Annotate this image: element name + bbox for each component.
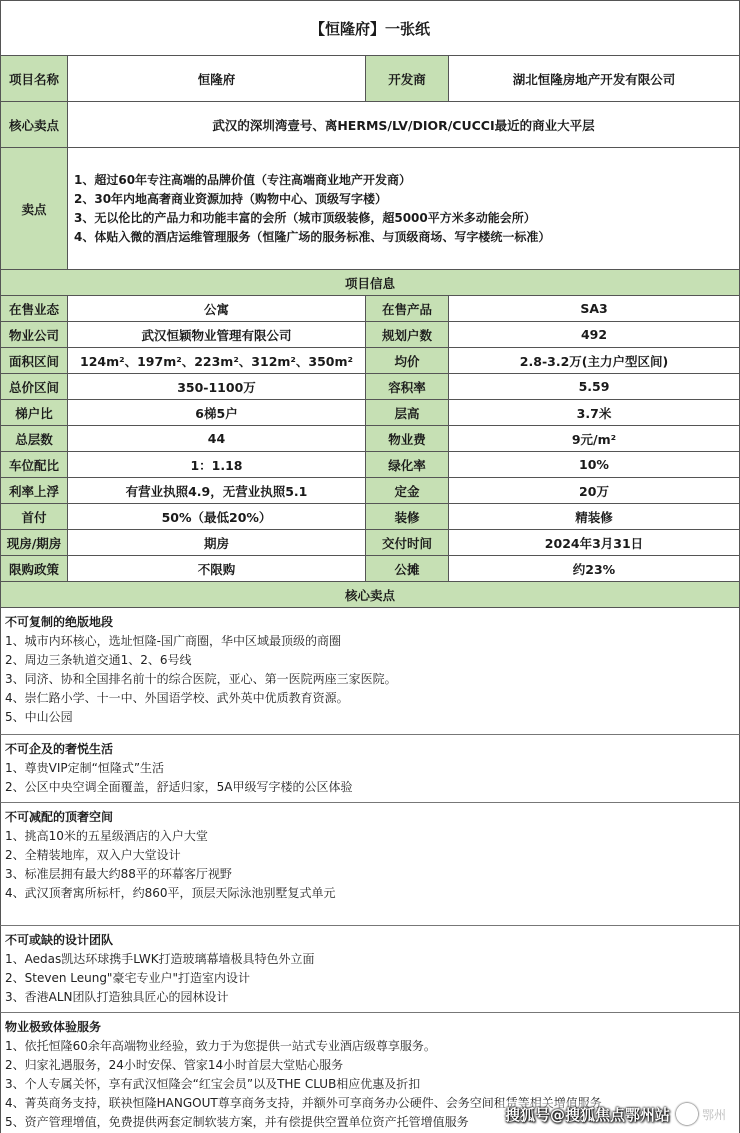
block-list — [5, 950, 735, 1007]
block-item: 4、崇仁路小学、十一中、外国语学校、武外英中优质教育资源。 — [5, 691, 349, 705]
block-title: 不可减配的顶奢空间 — [5, 810, 114, 824]
info-label-right: 容积率 — [366, 374, 449, 399]
block-item: 1、挑高10米的五星级酒店的入户大堂 — [5, 829, 208, 843]
info-value-left: 124m²、197m²、223m²、312m²、350m² — [68, 348, 366, 373]
info-label-left: 面积区间 — [0, 348, 68, 373]
block-title: 物业极致体验服务 — [5, 1020, 102, 1034]
info-row — [0, 348, 740, 374]
info-label-right: 装修 — [366, 504, 449, 529]
info-label-left: 限购政策 — [0, 556, 68, 581]
info-label-left: 在售业态 — [0, 296, 68, 321]
block-item: 1、尊贵VIP定制“恒隆式”生活 — [5, 761, 165, 775]
block-item: 1、Aedas凯达环球携手LWK打造玻璃幕墙极具特色外立面 — [5, 952, 315, 966]
developer-value: 湖北恒隆房地产开发有限公司 — [449, 56, 740, 101]
selling-points-list — [74, 171, 550, 247]
info-label-left: 总层数 — [0, 426, 68, 451]
selling-block-lifestyle — [0, 735, 740, 803]
info-value-right: 10% — [449, 452, 740, 477]
block-item: 3、同济、协和全国排名前十的综合医院，亚心、第一医院两座三家医院。 — [5, 672, 397, 686]
info-label-right: 交付时间 — [366, 530, 449, 555]
info-value-right: 9元/m² — [449, 426, 740, 451]
info-value-left: 有营业执照4.9，无营业执照5.1 — [68, 478, 366, 503]
block-title: 不可或缺的设计团队 — [5, 933, 114, 947]
info-section-header — [0, 270, 740, 296]
block-item: 1、依托恒隆60余年高端物业经验，致力于为您提供一站式专业酒店级尊享服务。 — [5, 1039, 436, 1053]
info-label-right: 层高 — [366, 400, 449, 425]
block-title: 不可复制的绝版地段 — [5, 615, 114, 629]
info-row — [0, 400, 740, 426]
project-name-label: 项目名称 — [0, 56, 68, 101]
info-value-left: 1：1.18 — [68, 452, 366, 477]
info-value-right: 5.59 — [449, 374, 740, 399]
selling-point: 2、30年内地高奢商业资源加持（购物中心、顶级写字楼） — [74, 191, 388, 206]
selling-block-location — [0, 608, 740, 735]
block-item: 3、标准层拥有最大约88平的环幕客厅视野 — [5, 867, 232, 881]
block-item: 3、个人专属关怀，享有武汉恒隆会“红宝会员”以及THE CLUB相应优惠及折扣 — [5, 1077, 421, 1091]
sohu-logo-icon — [676, 1103, 698, 1125]
info-value-right: 3.7米 — [449, 400, 740, 425]
info-label-right: 规划户数 — [366, 322, 449, 347]
info-row — [0, 530, 740, 556]
block-title: 不可企及的奢悦生活 — [5, 742, 114, 756]
block-item: 2、全精装地库，双入户大堂设计 — [5, 848, 181, 862]
core-selling-label: 核心卖点 — [0, 102, 68, 147]
info-value-right: 精装修 — [449, 504, 740, 529]
info-label-left: 现房/期房 — [0, 530, 68, 555]
info-label-right: 公摊 — [366, 556, 449, 581]
title-row — [0, 0, 740, 56]
info-value-left: 44 — [68, 426, 366, 451]
info-value-left: 不限购 — [68, 556, 366, 581]
info-label-left: 梯户比 — [0, 400, 68, 425]
block-item: 2、Steven Leung"豪宅专业户"打造室内设计 — [5, 971, 250, 985]
block-item: 4、武汉顶奢寓所标杆，约860平，顶层天际泳池别墅复式单元 — [5, 886, 336, 900]
block-item: 2、周边三条轨道交通1、2、6号线 — [5, 653, 192, 667]
info-row — [0, 556, 740, 582]
info-label-right: 物业费 — [366, 426, 449, 451]
info-value-left: 公寓 — [68, 296, 366, 321]
info-row — [0, 426, 740, 452]
info-row — [0, 478, 740, 504]
info-label-left: 首付 — [0, 504, 68, 529]
sohu-watermark — [499, 1101, 732, 1127]
block-list — [5, 827, 735, 903]
selling-points-list-cell — [68, 148, 740, 269]
info-value-left: 50%（最低20%） — [68, 504, 366, 529]
info-value-right: 2024年3月31日 — [449, 530, 740, 555]
block-list — [5, 632, 735, 727]
block-item: 4、菁英商务支持，联袂恒隆HANGOUT尊享商务支持，并额外可享商务办公硬件、会务空间租赁等相关增值服务 — [5, 1096, 602, 1110]
info-value-right: 20万 — [449, 478, 740, 503]
selling-point: 1、超过60年专注高端的品牌价值（专注高端商业地产开发商） — [74, 172, 412, 187]
block-item: 2、归家礼遇服务，24小时安保、管家14小时首层大堂贴心服务 — [5, 1058, 344, 1072]
info-label-right: 绿化率 — [366, 452, 449, 477]
project-name-row — [0, 56, 740, 102]
info-value-right: SA3 — [449, 296, 740, 321]
selling-points-row — [0, 148, 740, 270]
info-row — [0, 504, 740, 530]
selling-points-label: 卖点 — [0, 148, 68, 269]
info-label-left: 利率上浮 — [0, 478, 68, 503]
selling-block-space — [0, 803, 740, 926]
info-value-left: 350-1100万 — [68, 374, 366, 399]
block-item: 5、资产管理增值，免费提供两套定制软装方案，并有偿提供空置单位资产托管增值服务 — [5, 1115, 469, 1129]
info-value-right: 2.8-3.2万(主力户型区间) — [449, 348, 740, 373]
block-item: 2、公区中央空调全面覆盖，舒适归家，5A甲级写字楼的公区体验 — [5, 780, 353, 794]
info-label-left: 物业公司 — [0, 322, 68, 347]
info-section-title: 项目信息 — [0, 270, 740, 295]
info-table — [0, 296, 740, 582]
page-title: 【恒隆府】一张纸 — [309, 19, 430, 38]
selling-point: 4、体贴入微的酒店运维管理服务（恒隆广场的服务标准、与顶级商场、写字楼统一标准） — [74, 229, 551, 244]
core-selling-value: 武汉的深圳湾壹号、离HERMS/LV/DIOR/CUCCI最近的商业大平层 — [68, 102, 740, 147]
project-name-value: 恒隆府 — [68, 56, 366, 101]
info-row — [0, 322, 740, 348]
info-value-left: 期房 — [68, 530, 366, 555]
selling-point: 3、无以伦比的产品力和功能丰富的会所（城市顶级装修，超5000平方米多动能会所） — [74, 210, 536, 225]
developer-label: 开发商 — [366, 56, 449, 101]
info-row — [0, 374, 740, 400]
watermark-subtext: 鄂州 — [701, 1107, 726, 1122]
info-value-left: 6梯5户 — [68, 400, 366, 425]
block-item: 5、中山公园 — [5, 710, 73, 724]
info-label-right: 均价 — [366, 348, 449, 373]
core-section-title: 核心卖点 — [0, 582, 740, 607]
info-row — [0, 452, 740, 478]
block-list — [5, 759, 735, 797]
core-section-header — [0, 582, 740, 608]
info-label-right: 在售产品 — [366, 296, 449, 321]
block-item: 1、城市内环核心，选址恒隆-国广商圈，华中区域最顶级的商圈 — [5, 634, 341, 648]
core-selling-row — [0, 102, 740, 148]
info-value-right: 492 — [449, 322, 740, 347]
block-item: 3、香港ALN团队打造独具匠心的园林设计 — [5, 990, 229, 1004]
info-label-left: 车位配比 — [0, 452, 68, 477]
info-label-left: 总价区间 — [0, 374, 68, 399]
info-label-right: 定金 — [366, 478, 449, 503]
watermark-text: 搜狐号@搜狐焦点鄂州站 — [504, 1105, 670, 1124]
info-row — [0, 296, 740, 322]
selling-block-design — [0, 926, 740, 1013]
info-value-left: 武汉恒颖物业管理有限公司 — [68, 322, 366, 347]
info-value-right: 约23% — [449, 556, 740, 581]
